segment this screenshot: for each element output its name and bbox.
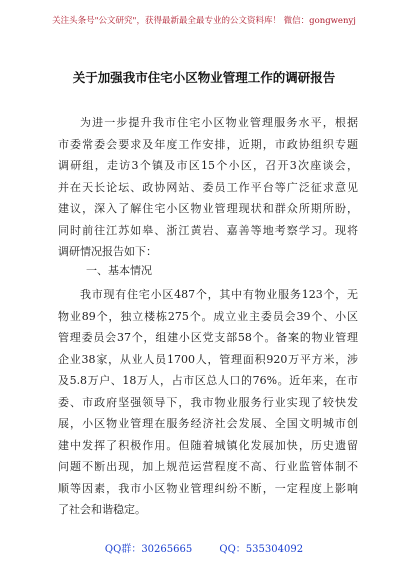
text-line: 调研组，走访3个镇及市区15个小区，召开3次座谈会， <box>58 159 358 172</box>
qq-text: QQ：535304092 <box>219 544 304 555</box>
qq-group-text: QQ群：30265665 <box>104 544 193 555</box>
text-line: 市委常委会要求及年度工作安排，近期，市政协组织专题 <box>58 137 358 151</box>
text-line: 建中发挥了积极作用。但随着城镇化发展加快，历史遗留 <box>58 438 358 452</box>
text-line: 顺等因素，我市小区物业管理纠纷不断，一定程度上影响 <box>58 481 358 495</box>
text-line: 物业89个，独立楼栋275个。成立业主委员会39个、小区 <box>58 309 358 323</box>
text-line: 了社会和谐稳定。 <box>58 503 146 516</box>
text-line: 企业38家，从业人员1700人，管理面积920万平方米，涉 <box>58 352 358 366</box>
text-line: 委、市政府坚强领导下，我市物业服务行业实现了较快发 <box>58 395 358 409</box>
text-line: 同时前往江苏如皋、浙江黄岩、嘉善等地考察学习。现将 <box>58 223 358 237</box>
text-line: 我市现有住宅小区487个，其中有物业服务123个，无 <box>80 288 358 301</box>
text-line: 为进一步提升我市住宅小区物业管理服务水平，根据 <box>80 116 358 129</box>
text-line: 问题不断出现，加上规范运营程度不高、行业监管体制不 <box>58 460 358 473</box>
text-line: 并在天长论坛、政协网站、委员工作平台等广泛征求意见 <box>58 180 358 194</box>
text-line: 管理委员会37个，组建小区党支部58个。备案的物业管理 <box>58 331 358 344</box>
intro-paragraph <box>58 112 358 263</box>
footer-contact <box>0 540 408 555</box>
text-line: 调研情况报告如下： <box>58 245 157 258</box>
header-banner: 关注头条号"公文研究"，获得最新最全最专业的公文资料库！ 微信：gongwenyj <box>52 16 356 26</box>
text-line: 及5.8万户、18万人，占市区总人口的76%。近年来，在市 <box>58 374 358 387</box>
section-paragraph <box>58 284 358 521</box>
text-line: 展，小区物业管理在服务经济社会发展、全国文明城市创 <box>58 417 358 430</box>
document-title: 关于加强我市住宅小区物业管理工作的调研报告 <box>72 70 336 85</box>
text-line: 建议，深入了解住宅小区物业管理现状和群众所期所盼， <box>58 202 358 215</box>
section-heading: 一、基本情况 <box>86 264 152 277</box>
